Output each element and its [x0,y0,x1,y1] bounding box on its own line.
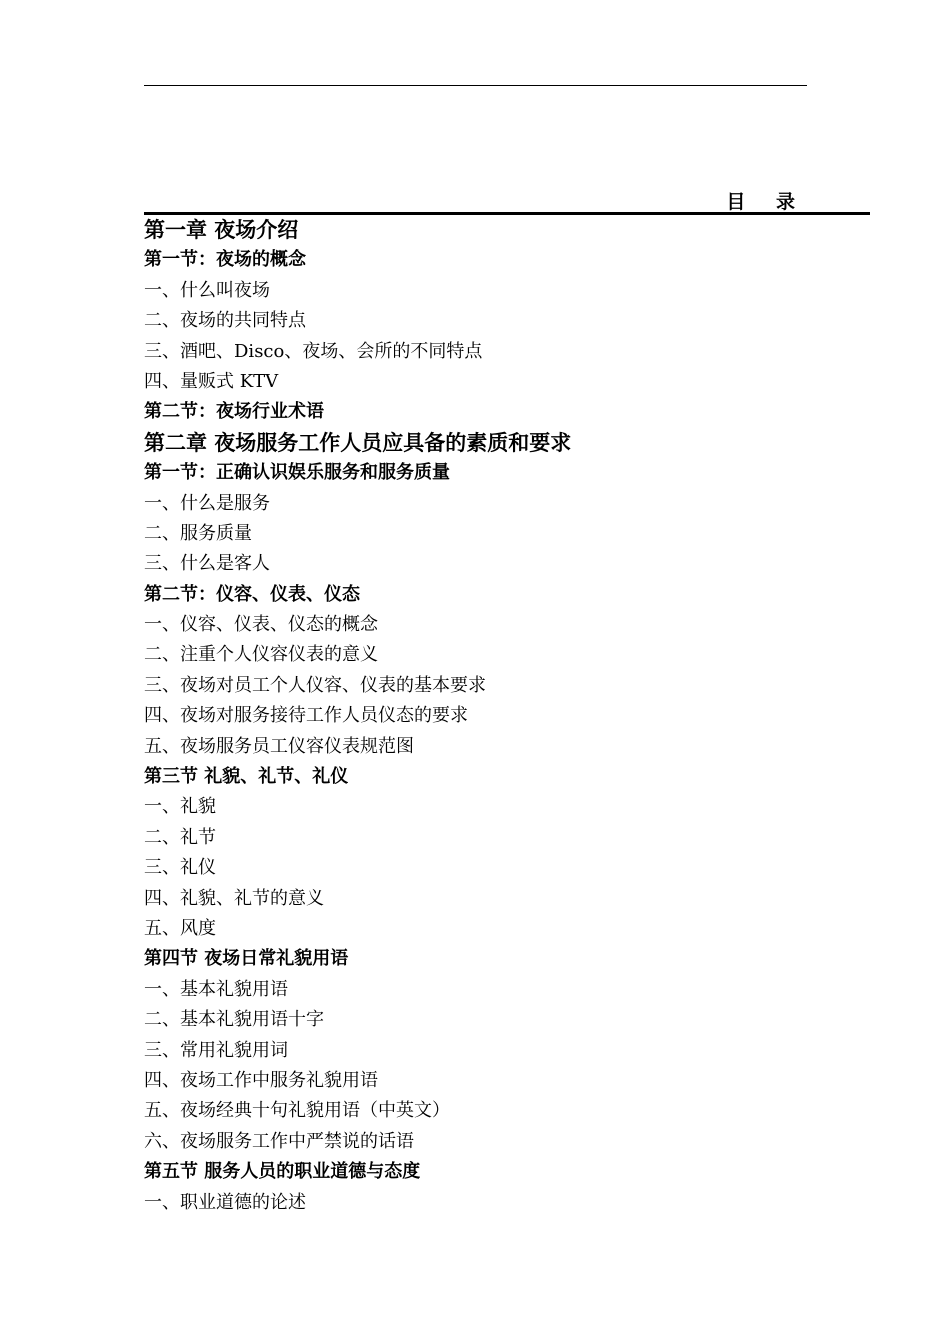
toc-title: 目 录 [726,191,807,213]
toc-item-line: 五、夜场服务员工仪容仪表规范图 [144,735,414,757]
toc-section-line: 第五节 服务人员的职业道德与态度 [144,1161,421,1183]
toc-item-line: 四、量贩式 KTV [144,370,279,392]
toc-item-line: 三、酒吧、Disco、夜场、会所的不同特点 [144,340,483,362]
toc-item-line: 一、基本礼貌用语 [144,978,288,1000]
toc-item-line: 二、注重个人仪容仪表的意义 [144,644,378,666]
header-rule [144,85,807,86]
toc-item-line: 二、夜场的共同特点 [144,310,306,332]
toc-item-line: 五、夜场经典十句礼貌用语（中英文） [144,1100,450,1122]
toc-item-line: 五、风度 [144,917,216,939]
toc-chapter-line: 第一章 夜场介绍 [144,218,299,242]
toc-list [144,215,870,1218]
toc-item-line: 三、礼仪 [144,857,216,879]
toc-item-line: 一、什么叫夜场 [144,279,270,301]
toc-section-line: 第二节：夜场行业术语 [144,401,324,423]
toc-section-line: 第四节 夜场日常礼貌用语 [144,948,349,970]
toc-item-line: 二、基本礼貌用语十字 [144,1009,324,1031]
toc-section-line: 第二节：仪容、仪表、仪态 [144,583,360,605]
toc-item-line: 二、服务质量 [144,522,252,544]
toc-item-line: 四、夜场工作中服务礼貌用语 [144,1069,378,1091]
toc-section-line: 第一节：夜场的概念 [144,249,306,271]
toc-item-line: 一、职业道德的论述 [144,1191,306,1213]
toc-item-line: 六、夜场服务工作中严禁说的话语 [144,1130,414,1152]
toc-item-line: 四、礼貌、礼节的意义 [144,887,324,909]
toc-item-line: 三、常用礼貌用词 [144,1039,288,1061]
toc-item-line: 四、夜场对服务接待工作人员仪态的要求 [144,705,468,727]
toc-chapter-line: 第二章 夜场服务工作人员应具备的素质和要求 [144,430,572,455]
toc-item-line: 三、夜场对员工个人仪容、仪表的基本要求 [144,674,486,696]
toc-item-line: 一、礼貌 [144,796,216,818]
toc-section-line: 第三节 礼貌、礼节、礼仪 [144,766,349,788]
toc-item-line: 一、什么是服务 [144,492,270,514]
toc-item-line: 三、什么是客人 [144,553,270,575]
toc-item-line: 一、仪容、仪表、仪态的概念 [144,614,378,636]
toc-section-line: 第一节：正确认识娱乐服务和服务质量 [144,462,450,484]
toc-item-line: 二、礼节 [144,826,216,848]
